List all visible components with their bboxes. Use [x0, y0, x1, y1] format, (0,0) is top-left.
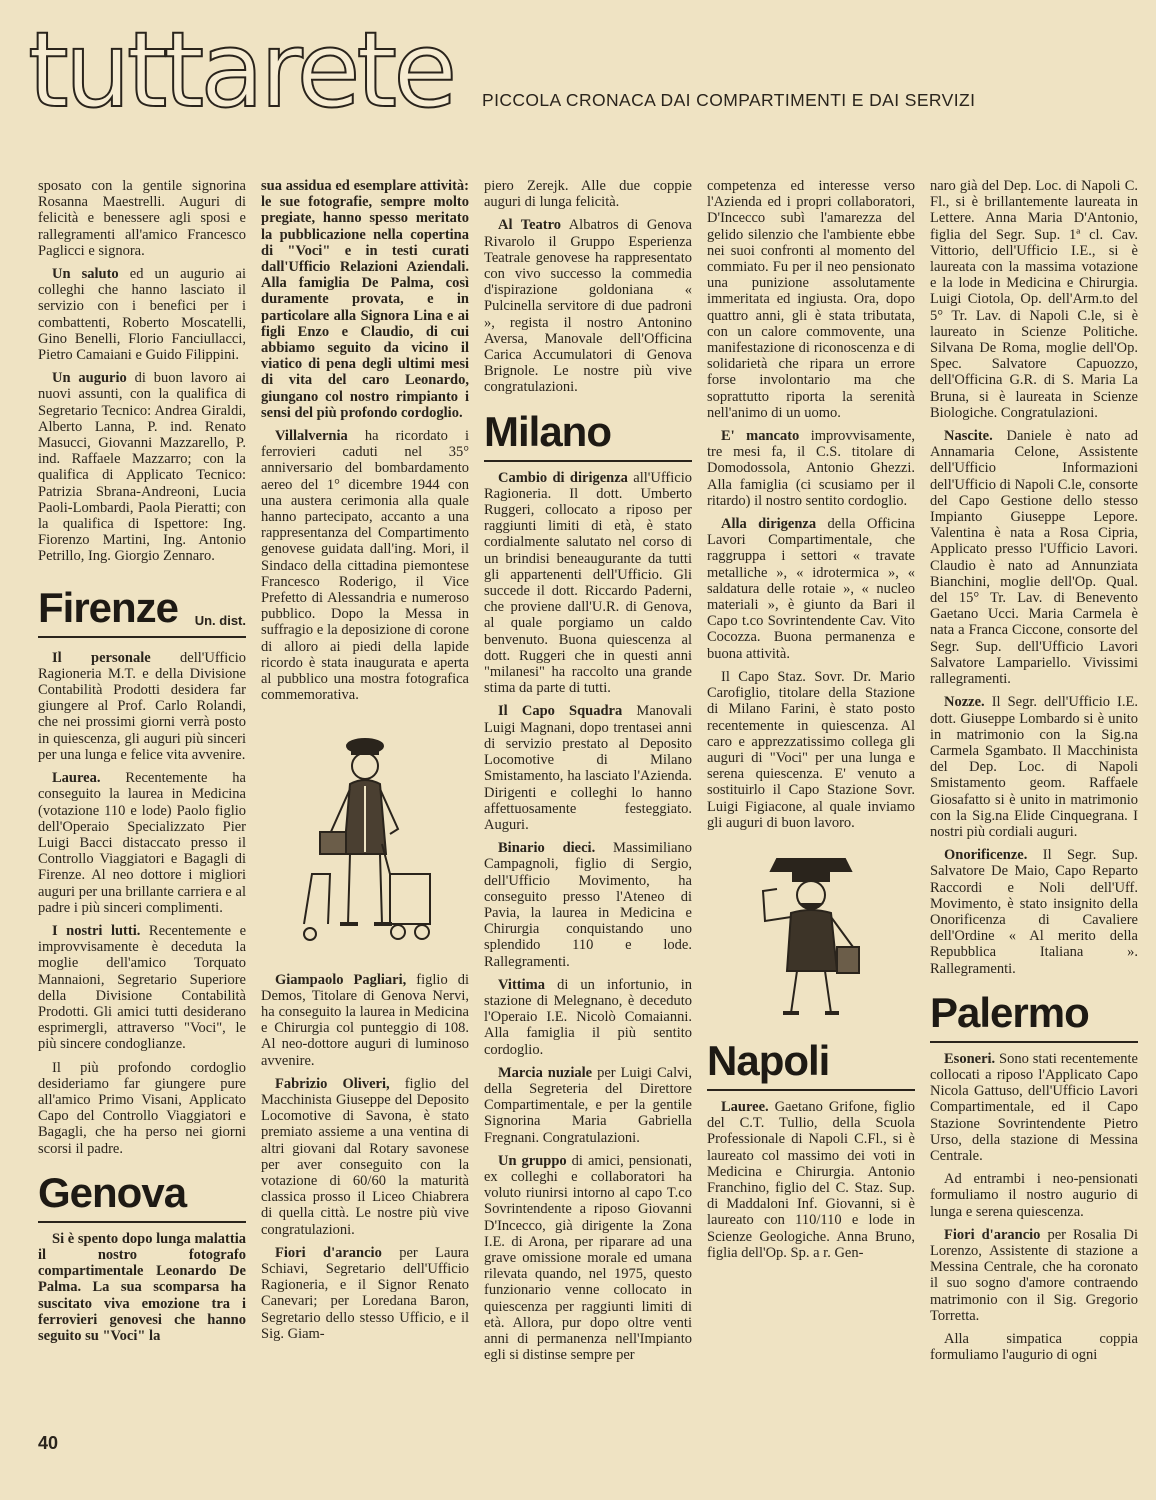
paragraph: Binario dieci. Massimiliano Campagnoli, figlio di Sergio, dell'Ufficio Movimento, ha conseguito presso l'Ateneo di Pavia, la laurea in Medicina e Chirurgia conquistando uno splendido 110 e lode. Rallegramenti.	[484, 840, 692, 970]
paragraph: Il più profondo cordoglio desideriamo far giungere pure all'amico Primo Visani, Applicato Capo del Controllo Viaggiatori e Bagagli, che ha perso nei giorni scorsi il padre.	[38, 1059, 246, 1157]
paragraph: Un augurio di buon lavoro ai nuovi assunti, con la qualifica di Segretario Tecnico: Andrea Giraldi, Alberto Lanna, P. ind. Renato Masucci, Giovanni Mazzarello, P. ind. Raffaele Mazzarro; con la qualifica di Applicato Tecnico: Patrizia Sbrana-Andreoni, Lucia Paoli-Lombardi, Paola Pieratti; con la qualifica di Ispettore: Ing. Fiorenzo Martini, Ing. Antonio Petrillo, Ing. Giorgio Zennaro.	[38, 370, 246, 565]
paragraph: Onorificenze. Il Segr. Sup. Salvatore De Maio, Capo Reparto Raccordi e Noli dell'Uff. Movimento, è stato insignito della Onorificenza di Cavaliere dell'Ordine « Al merito della Repubblica Italiana ». Rallegramenti.	[930, 847, 1138, 977]
section-note: Un. dist.	[194, 612, 246, 628]
column-5	[930, 178, 1138, 1463]
lead-in: Fiori d'arancio	[944, 1226, 1041, 1243]
lead-in: Binario dieci.	[498, 840, 596, 857]
lead-in: Alla dirigenza	[721, 516, 817, 533]
paragraph: Alla dirigenza della Officina Lavori Compartimentale, che raggruppa i settori « travate metalliche », « idrotermica », « saldatura delle rotaie », « nucleo materiali », è giunto da Bari il Capo t.co Sovrintendente Cav. Vito Cocozza. Buona permanenza e buona attività.	[707, 516, 915, 662]
lead-in: Un augurio	[52, 370, 127, 387]
porter-illustration-icon	[741, 851, 881, 1021]
lead-in: Lauree.	[721, 1098, 769, 1115]
paragraph: Il Capo Squadra Manovali Luigi Magnani, dopo trentasei anni di servizio prestato al Deposito Locomotive di Milano Smistamento, ha lasciato l'Azienda. Dirigenti e colleghi lo hanno affettuosamente festeggiato. Auguri.	[484, 703, 692, 833]
paragraph: Vittima di un infortunio, in stazione di Melegnano, è deceduto l'Operaio I.E. Nicolò Comaianni. Alla famiglia il più sentito cordoglio.	[484, 976, 692, 1058]
paragraph: Esoneri. Sono stati recentemente collocati a riposo l'Applicato Capo Nicola Gattuso, dell'Ufficio Lavori Compartimentale, ed il Capo Stazione Sovrintendente Pietro Urso, della stazione di Messina Centrale.	[930, 1050, 1138, 1164]
paragraph: Un saluto ed un augurio ai colleghi che hanno lasciato il servizio con i benefici per i combattenti, Roberto Moscatelli, Gino Benelli, Florio Fanciullacci, Pietro Camaiani e Guido Filippini.	[38, 266, 246, 364]
section-heading-milano: Milano	[484, 410, 692, 462]
paragraph: sposato con la gentile signorina Rosanna Maestrelli. Auguri di felicità e benessere agli sposi e rallegramenti all'amico Francesco Paglicci e signora.	[38, 178, 246, 259]
paragraph: Giampaolo Pagliari, figlio di Demos, Titolare di Genova Nervi, ha conseguito la laurea in Medicina e Chirurgia col punteggio di 108. Al neo-dottore auguri di luminoso avvenire.	[261, 971, 469, 1069]
paragraph: Il Capo Staz. Sovr. Dr. Mario Carofiglio, titolare della Stazione di Milano Farini, è stato posto recentemente in quiescenza. Al caro e apprezzatissimo collega gli auguri di "Voci" per una lunga e serena quiescenza. E' venuto a sostituirlo il Capo Stazione Sovr. Luigi Figiacone, al quale inviamo gli auguri di buon lavoro.	[707, 668, 915, 831]
paragraph: naro già del Dep. Loc. di Napoli C. Fl., si è brillantemente laureata in Lettere. Anna Maria D'Antonio, figlia del Segr. Sup. 1ª cl. Cav. Vittorio, dell'Ufficio I.E., si è laureata con la massima votazione e la lode in Medicina e Chirurgia. Luigi Ciotola, Op. dell'Arm.to del 5° Tr. Lav. di Napoli C.le, si è laureato in Scienze Politiche. Silvana De Roma, moglie dell'Op. Spec. Salvatore Capuozzo, dell'Officina G.R. di S. Maria La Bruna, si è laureata in Scienze Biologiche. Congratulazioni.	[930, 178, 1138, 421]
paragraph: Fabrizio Oliveri, figlio del Macchinista Giuseppe del Deposito Locomotive di Savona, è stato premiato assieme a una ventina di altri giovani dal Rotary savonese per aver conseguito con la votazione di 60/60 la maturità classica prosso il Liceo Chiabrera di quella città. Le nostre più vive congratulazioni.	[261, 1075, 469, 1238]
column-2	[261, 178, 469, 1463]
lead-in: Esoneri.	[944, 1050, 996, 1067]
paragraph: Si è spento dopo lunga malattia il nostro fotografo compartimentale Leonardo De Palma. La sua scomparsa ha suscitato viva emozione tra i ferrovieri genovesi che hanno seguito su "Voci" la	[38, 1230, 246, 1344]
paragraph: Cambio di dirigenza all'Ufficio Ragioneria. Il dott. Umberto Ruggeri, collocato a riposo per raggiunti limiti di età, è stato cordialmente salutato nel corso di un brindisi beneaugurante da tutti gli appartenenti dell'Ufficio. Gli succede il dott. Riccardo Paderni, che proviene dall'U.R. di Genova, al quale porgiamo un caldo benvenuto. Buona quiescenza al dott. Ruggeri che in questi anni "milanesi" ha raccolto una grande stima da parte di tutti.	[484, 469, 692, 697]
section-heading-firenze: Firenze	[38, 583, 179, 631]
lead-in: Vittima	[498, 976, 545, 993]
lead-in: Un gruppo	[498, 1152, 567, 1169]
paragraph: Villalvernia ha ricordato i ferrovieri caduti nel 35° anniversario del bombardamento aereo del 1° dicembre 1944 con una austera cerimonia alla quale hanno partecipato, accanto a una rappresentanza del Compartimento genovese guidata dall'ing. Mori, il Sindaco della cittadina piemontese Francesco Roderigo, il Vice Prefetto di Alessandria e numeroso pubblico. Dopo la Messa in suffragio e la deposizione di corone di alloro ai piedi della lapide ricordo è stata inaugurata e aperta al pubblico una mostra fotografica commemorativa.	[261, 428, 469, 704]
paragraph: Laurea. Recentemente ha conseguito la laurea in Medicina (votazione 110 e lode) Paolo figlio dell'Operaio Specializzato Pier Luigi Bacci distaccato presso il Controllo Viaggiatori e Bagagli di Firenze. Al neo dottore i migliori auguri per una brillante carriera e al padre i più sinceri complimenti.	[38, 770, 246, 916]
section-rule	[38, 636, 246, 638]
lead-in: Villalvernia	[275, 428, 348, 445]
masthead-subtitle: PICCOLA CRONACA DAI COMPARTIMENTI E DAI SERVIZI	[482, 90, 976, 110]
paragraph: I nostri lutti. Recentemente e improvvisamente è deceduta la moglie dell'amico Torquato Mannaioni, Segretario Superiore della Divisione Contabilità Prodotti. Gli amici tutti desiderano esprimergli, attraverso "Voci", le più sincere condoglianze.	[38, 922, 246, 1053]
paragraph: Un gruppo di amici, pensionati, ex colleghi e collaboratori ha voluto riunirsi intorno al capo T.co Sovrintendente a riposo Giovanni D'Incecco, già dirigente la Zona I.E. di Arona, per riparare ad una grave omissione morale ed umana rilevata quando, nel 1975, questo funzionario venne collocato in quiescenza per raggiunti limiti di età. Allora, pur dopo oltre venti anni di permanenza nell'Impianto egli si distinse sempre per	[484, 1152, 692, 1364]
column-4	[707, 178, 915, 1463]
railwayman-illustration-icon	[290, 724, 440, 954]
lead-in: Onorificenze.	[944, 847, 1028, 864]
paragraph: Lauree. Gaetano Grifone, figlio del C.T. Tullio, della Scuola Professionale di Napoli C.Fl., si è laureato col massimo dei voti in Medicina e Chirurgia. Antonio Franchino, figlio del C. Staz. Sup. di Maddaloni Inf. Giovanni, si è laureato con 110/110 e lode in Scienze Geologiche. Anna Bruno, figlia dell'Op. Sp. a r. Gen-	[707, 1098, 915, 1261]
lead-in: Il Capo Squadra	[498, 703, 623, 720]
lead-in: Il personale	[52, 649, 151, 666]
masthead-title: tuttarete	[28, 9, 454, 131]
section-heading-napoli: Napoli	[707, 1039, 915, 1091]
paragraph: Fiori d'arancio per Laura Schiavi, Segretario dell'Ufficio Ragioneria, e il Signor Renato Canevari; per Loredana Baron, Segretario dello stesso Ufficio, e il Sig. Giam-	[261, 1244, 469, 1342]
paragraph: E' mancato improvvisamente, tre mesi fa, il C.S. titolare di Domodossola, Antonio Ghezzi. Alla famiglia (ci scusiamo per il ritardo) il nostro sentito cordoglio.	[707, 428, 915, 509]
paragraph: Marcia nuziale per Luigi Calvi, della Segreteria del Direttore Compartimentale, e per la gentile Signorina Maria Gabriella Fregnani. Congratulazioni.	[484, 1064, 692, 1146]
lead-in: Nozze.	[944, 694, 985, 711]
lead-in: Al Teatro	[498, 217, 562, 234]
paragraph: Nascite. Daniele è nato ad Annamaria Celone, Assistente dell'Ufficio Informazioni dell'Ufficio di Napoli C.le, consorte del Capo Gestione dello stesso Impianto Giuseppe Lepore. Valentina è nata a Rosa Cipria, Applicato presso l'Ufficio Lavori. Claudio è nato ad Annunziata Bianchini, moglie dell'Op. Qual. del 15° Tr. Lav. di Benevento Gaetano Ucci. Maria Carmela è nata a Franca Ciccone, consorte del Segr. Sup. dell'Ufficio Lavori Salvatore Lampariello. Vivissimi rallegramenti.	[930, 428, 1138, 688]
lead-in: Cambio di dirigenza	[498, 469, 628, 486]
lead-in: E' mancato	[721, 428, 800, 445]
lead-in: Giampaolo Pagliari,	[275, 971, 407, 988]
column-3	[484, 178, 692, 1463]
page-number: 40	[38, 1433, 59, 1453]
section-heading-palermo: Palermo	[930, 991, 1138, 1043]
paragraph: Al Teatro Albatros di Genova Rivarolo il Gruppo Esperienza Teatrale genovese ha rappresentato con vivo successo la commedia d'ispirazione goldoniana « Pulcinella servitore di due padroni », regista il nostro Antonino Aversa, Manovale dell'Officina Carica Accumulatori di Genova Brignole. Le nostre più vive congratulazioni.	[484, 217, 692, 396]
paragraph: piero Zerejk. Alle due coppie auguri di lunga felicità.	[484, 178, 692, 211]
column-1	[38, 178, 246, 1463]
lead-in: Marcia nuziale	[498, 1064, 593, 1081]
paragraph: Nozze. Il Segr. dell'Ufficio I.E. dott. Giuseppe Lombardo si è unito in matrimonio con la Sig.na Carmela Sgambato. Il Macchinista del Dep. Loc. di Napoli Smistamento geom. Raffaele Giosafatto si è unito in matrimonio con la Sig.na Elide Cinquegrana. I nostri più cordiali auguri.	[930, 694, 1138, 840]
paragraph: Ad entrambi i neo-pensionati formuliamo il nostro augurio di lunga e serena quiescenza.	[930, 1171, 1138, 1220]
paragraph: Alla simpatica coppia formuliamo l'augurio di ogni	[930, 1331, 1138, 1364]
lead-in: I nostri lutti.	[52, 922, 141, 939]
paragraph: Il personale dell'Ufficio Ragioneria M.T. e della Divisione Contabilità Prodotti desidera far giungere al Prof. Carlo Rolandi, che nei prossimi giorni verrà posto in quiescenza, gli auguri più sinceri per una lunga e felice vita avvenire.	[38, 649, 246, 763]
lead-in: Fabrizio Oliveri,	[275, 1075, 390, 1092]
lead-in: Fiori d'arancio	[275, 1244, 382, 1261]
section-heading-row	[38, 572, 246, 636]
lead-in: Un saluto	[52, 266, 119, 283]
lead-in: Nascite.	[944, 428, 993, 445]
paragraph: sua assidua ed esemplare attività: le sue fotografie, sempre molto pregiate, hanno spesso meritato la pubblicazione nella copertina di "Voci" e in testi curati dall'Ufficio Relazioni Aziendali. Alla famiglia De Palma, così duramente provata, e in particolare alla Signora Lina e ai figli Enzo e Claudio, di cui abbiamo seguito da vicino il viatico di pena degli ultimi mesi di vita del caro Leonardo, giungano col nostro rimpianto i sensi del più profondo cordoglio.	[261, 178, 469, 421]
section-heading-genova: Genova	[38, 1171, 246, 1223]
paragraph: competenza ed interesse verso l'Azienda ed i propri collaboratori, D'Incecco subì l'amarezza del gelido silenzio che l'ambiente ebbe nei suoi confronti al momento del commiato. Fu per il neo pensionato una punizione assolutamente immeritata ed ingiusta. Ora, dopo quattro anni, gli è stata tributata, con un calore commovente, una manifestazione di riconoscenza e di solidarietà che ripara un errore forse involontario ma che soprattutto riporta la serenità nell'animo di un uomo.	[707, 178, 915, 421]
paragraph: Fiori d'arancio per Rosalia Di Lorenzo, Assistente di stazione a Messina Centrale, che ha coronato il suo sogno d'amore contraendo matrimonio con il Sig. Gregorio Torretta.	[930, 1226, 1138, 1324]
lead-in: Laurea.	[52, 770, 101, 787]
